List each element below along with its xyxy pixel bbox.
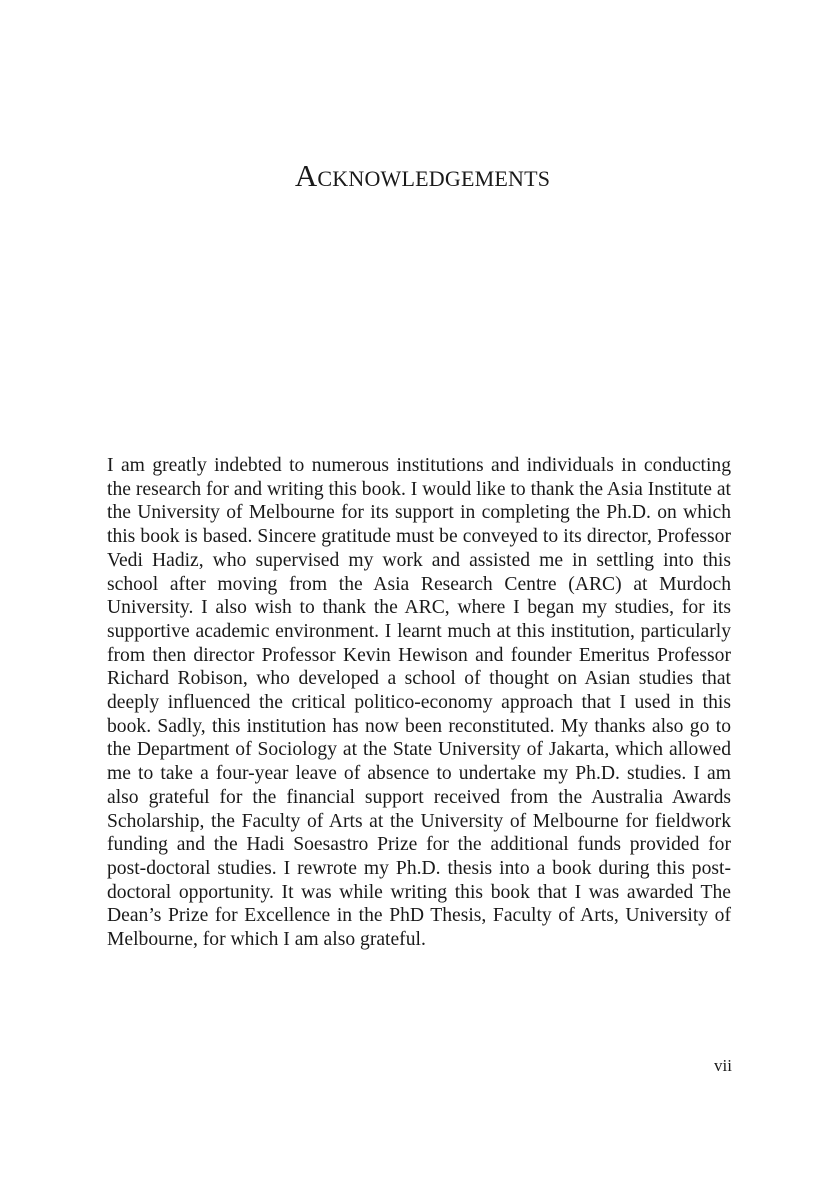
acknowledgements-paragraph: I am greatly indebted to numerous institutions and individuals in conducting the research for and writing this book. I would like to thank the Asia Institute at the University of Melbourne for its support in completing the Ph.D. on which this book is based. Sincere gratitude must be conveyed to its director, Professor Vedi Hadiz, who supervised my work and assisted me in settling into this school after moving from the Asia Research Centre (ARC) at Murdoch University. I also wish to thank the ARC, where I began my studies, for its supportive academic environment. I learnt much at this institution, particularly from then director Professor Kevin Hewison and founder Emeritus Professor Richard Robison, who developed a school of thought on Asian studies that deeply influenced the critical politico-economy approach that I used in this book. Sadly, this institution has now been reconstituted. My thanks also go to the Department of Sociology at the State University of Jakarta, which allowed me to take a four-year leave of absence to undertake my Ph.D. studies. I am also grateful for the financial support received from the Australia Awards Scholarship, the Faculty of Arts at the University of Melbourne for fieldwork funding and the Hadi Soesastro Prize for the additional funds provided for post-doctoral studies. I rewrote my Ph.D. thesis into a book during this post-doctoral opportunity. It was while writing this book that I was awarded The Dean’s Prize for Excellence in the PhD Thesis, Faculty of Arts, University of Melbourne, for which I am also grateful. bbox=[107, 455, 731, 951]
page-number: vii bbox=[714, 1056, 732, 1075]
page-title: Acknowledgements bbox=[294, 158, 551, 193]
